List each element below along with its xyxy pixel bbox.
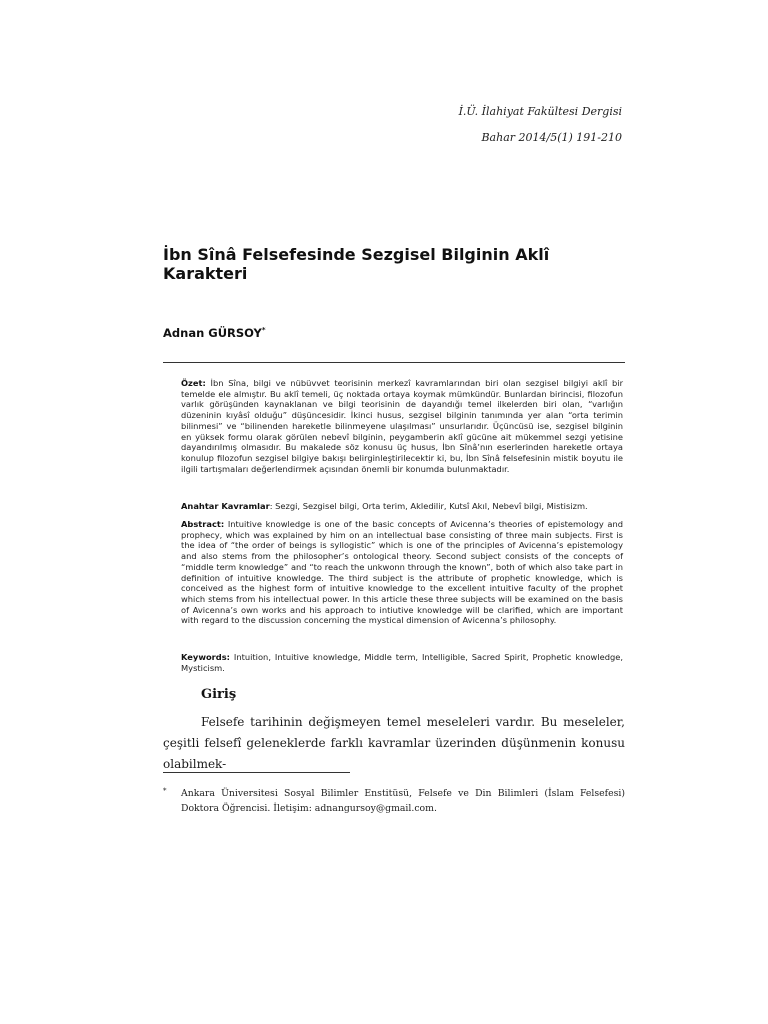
journal-issue: Bahar 2014/5(1) 191-210 bbox=[481, 131, 622, 144]
article-title: İbn Sînâ Felsefesinde Sezgisel Bilginin Aklî Karakteri bbox=[163, 245, 550, 283]
header-divider bbox=[163, 362, 625, 363]
abstract-label: Abstract: bbox=[181, 519, 225, 529]
footnote-divider bbox=[163, 772, 350, 773]
ozet-text: İbn Sîna, bilgi ve nübüvvet teorisinin merkezî kavramlarından biri olan sezgisel bilgiyi aklî bir temelde ele almıştır. Bu aklî temeli, üç noktada ortaya koymak mümkündür. Bunlardan birincisi, filozofun varlık görüşünden kaynaklanan ve bilgi teorisinin de dayandığı temel ilkelerden biri olan, “varlığın düzeninin kıyâsî olduğu” düşüncesidir. İkinci husus, sezgisel bilginin tanımında yer alan “orta terimin bilinmesi” ve “bilinenden hareketle bilinmeyene ulaşılması” unsurlarıdır. Üçüncüsü ise, sezgisel bilginin en yüksek formu olarak görülen nebevî bilginin, peygamberin aklî gücüne ait mükemmel sezgi yetisine dayandırılmış olmasıdır. Bu makalede söz konusu üç husus, İbn Sînâ’nın eserlerinden hareketle ortaya konulup filozofun sezgisel bilgiye bakışı belirginleştirilecektir ki, bu, İbn Sînâ felsefesinin mistik boyutu ile ilgili tartışmaları değerlendirmek açısından önemli bir konumda bulunmaktadır. bbox=[181, 378, 624, 474]
author-name: Adnan GÜRSOY bbox=[163, 326, 262, 340]
ozet-label: Özet: bbox=[181, 378, 206, 388]
footnote bbox=[163, 786, 625, 816]
abstract-paragraph bbox=[181, 519, 623, 626]
abstract-text: Intuitive knowledge is one of the basic concepts of Avicenna’s theories of epistemology and prophecy, which was explained by him on an intellectual base consisting of three main subjects. First is the idea of “the order of beings is syllogistic” which is one of the principles of Avicenna’s epistemology and also stems from the philosopher’s ontological theory. Second subject consists of the concepts of “middle term knowledge” and “to reach the unkwonn through the known”, both of which also take part in definition of intuitive knowledge. The third subject is the attribute of prophetic knowledge, which is conceived as the highest form of intuitive knowledge to the excellent intuitive faculty of the prophet which stems from his intellectual power. In this article these three subjects will be examined on the basis of Avicenna’s own works and his approach to intiutive knowledge will be clarified, which are important with regard to the discussion concerning the mystical dimension of Avicenna’s philosophy. bbox=[181, 519, 624, 626]
anahtar-text: : Sezgi, Sezgisel bilgi, Orta terim, Akledilir, Kutsî Akıl, Nebevî bilgi, Mistisizm. bbox=[269, 501, 588, 511]
ozet-paragraph bbox=[181, 378, 623, 474]
keywords-paragraph bbox=[181, 652, 623, 673]
section-heading: Giriş bbox=[201, 687, 237, 702]
anahtar-label: Anahtar Kavramlar bbox=[181, 501, 270, 511]
journal-name: İ.Ü. İlahiyat Fakültesi Dergisi bbox=[458, 105, 622, 118]
body-paragraph: Felsefe tarihinin değişmeyen temel meseleleri vardır. Bu meseleler, çeşitli felsefî geleneklerde farklı kavramlar üzerinden düşünmenin konusu olabilmek- bbox=[163, 715, 625, 771]
footnote-mark: * bbox=[163, 787, 167, 795]
keywords-text: Intuition, Intuitive knowledge, Middle term, Intelligible, Sacred Spirit, Prophetic knowledge, Mysticism. bbox=[181, 652, 623, 673]
anahtar-kavramlar-paragraph bbox=[181, 501, 623, 512]
author-footnote-mark: * bbox=[261, 326, 266, 335]
author-line bbox=[163, 326, 266, 340]
footnote-text: Ankara Üniversitesi Sosyal Bilimler Enstitüsü, Felsefe ve Din Bilimleri (İslam Felsefesi) Doktora Öğrencisi. İletişim: adnangursoy@gmail.com. bbox=[181, 788, 625, 814]
keywords-label: Keywords: bbox=[181, 652, 230, 662]
